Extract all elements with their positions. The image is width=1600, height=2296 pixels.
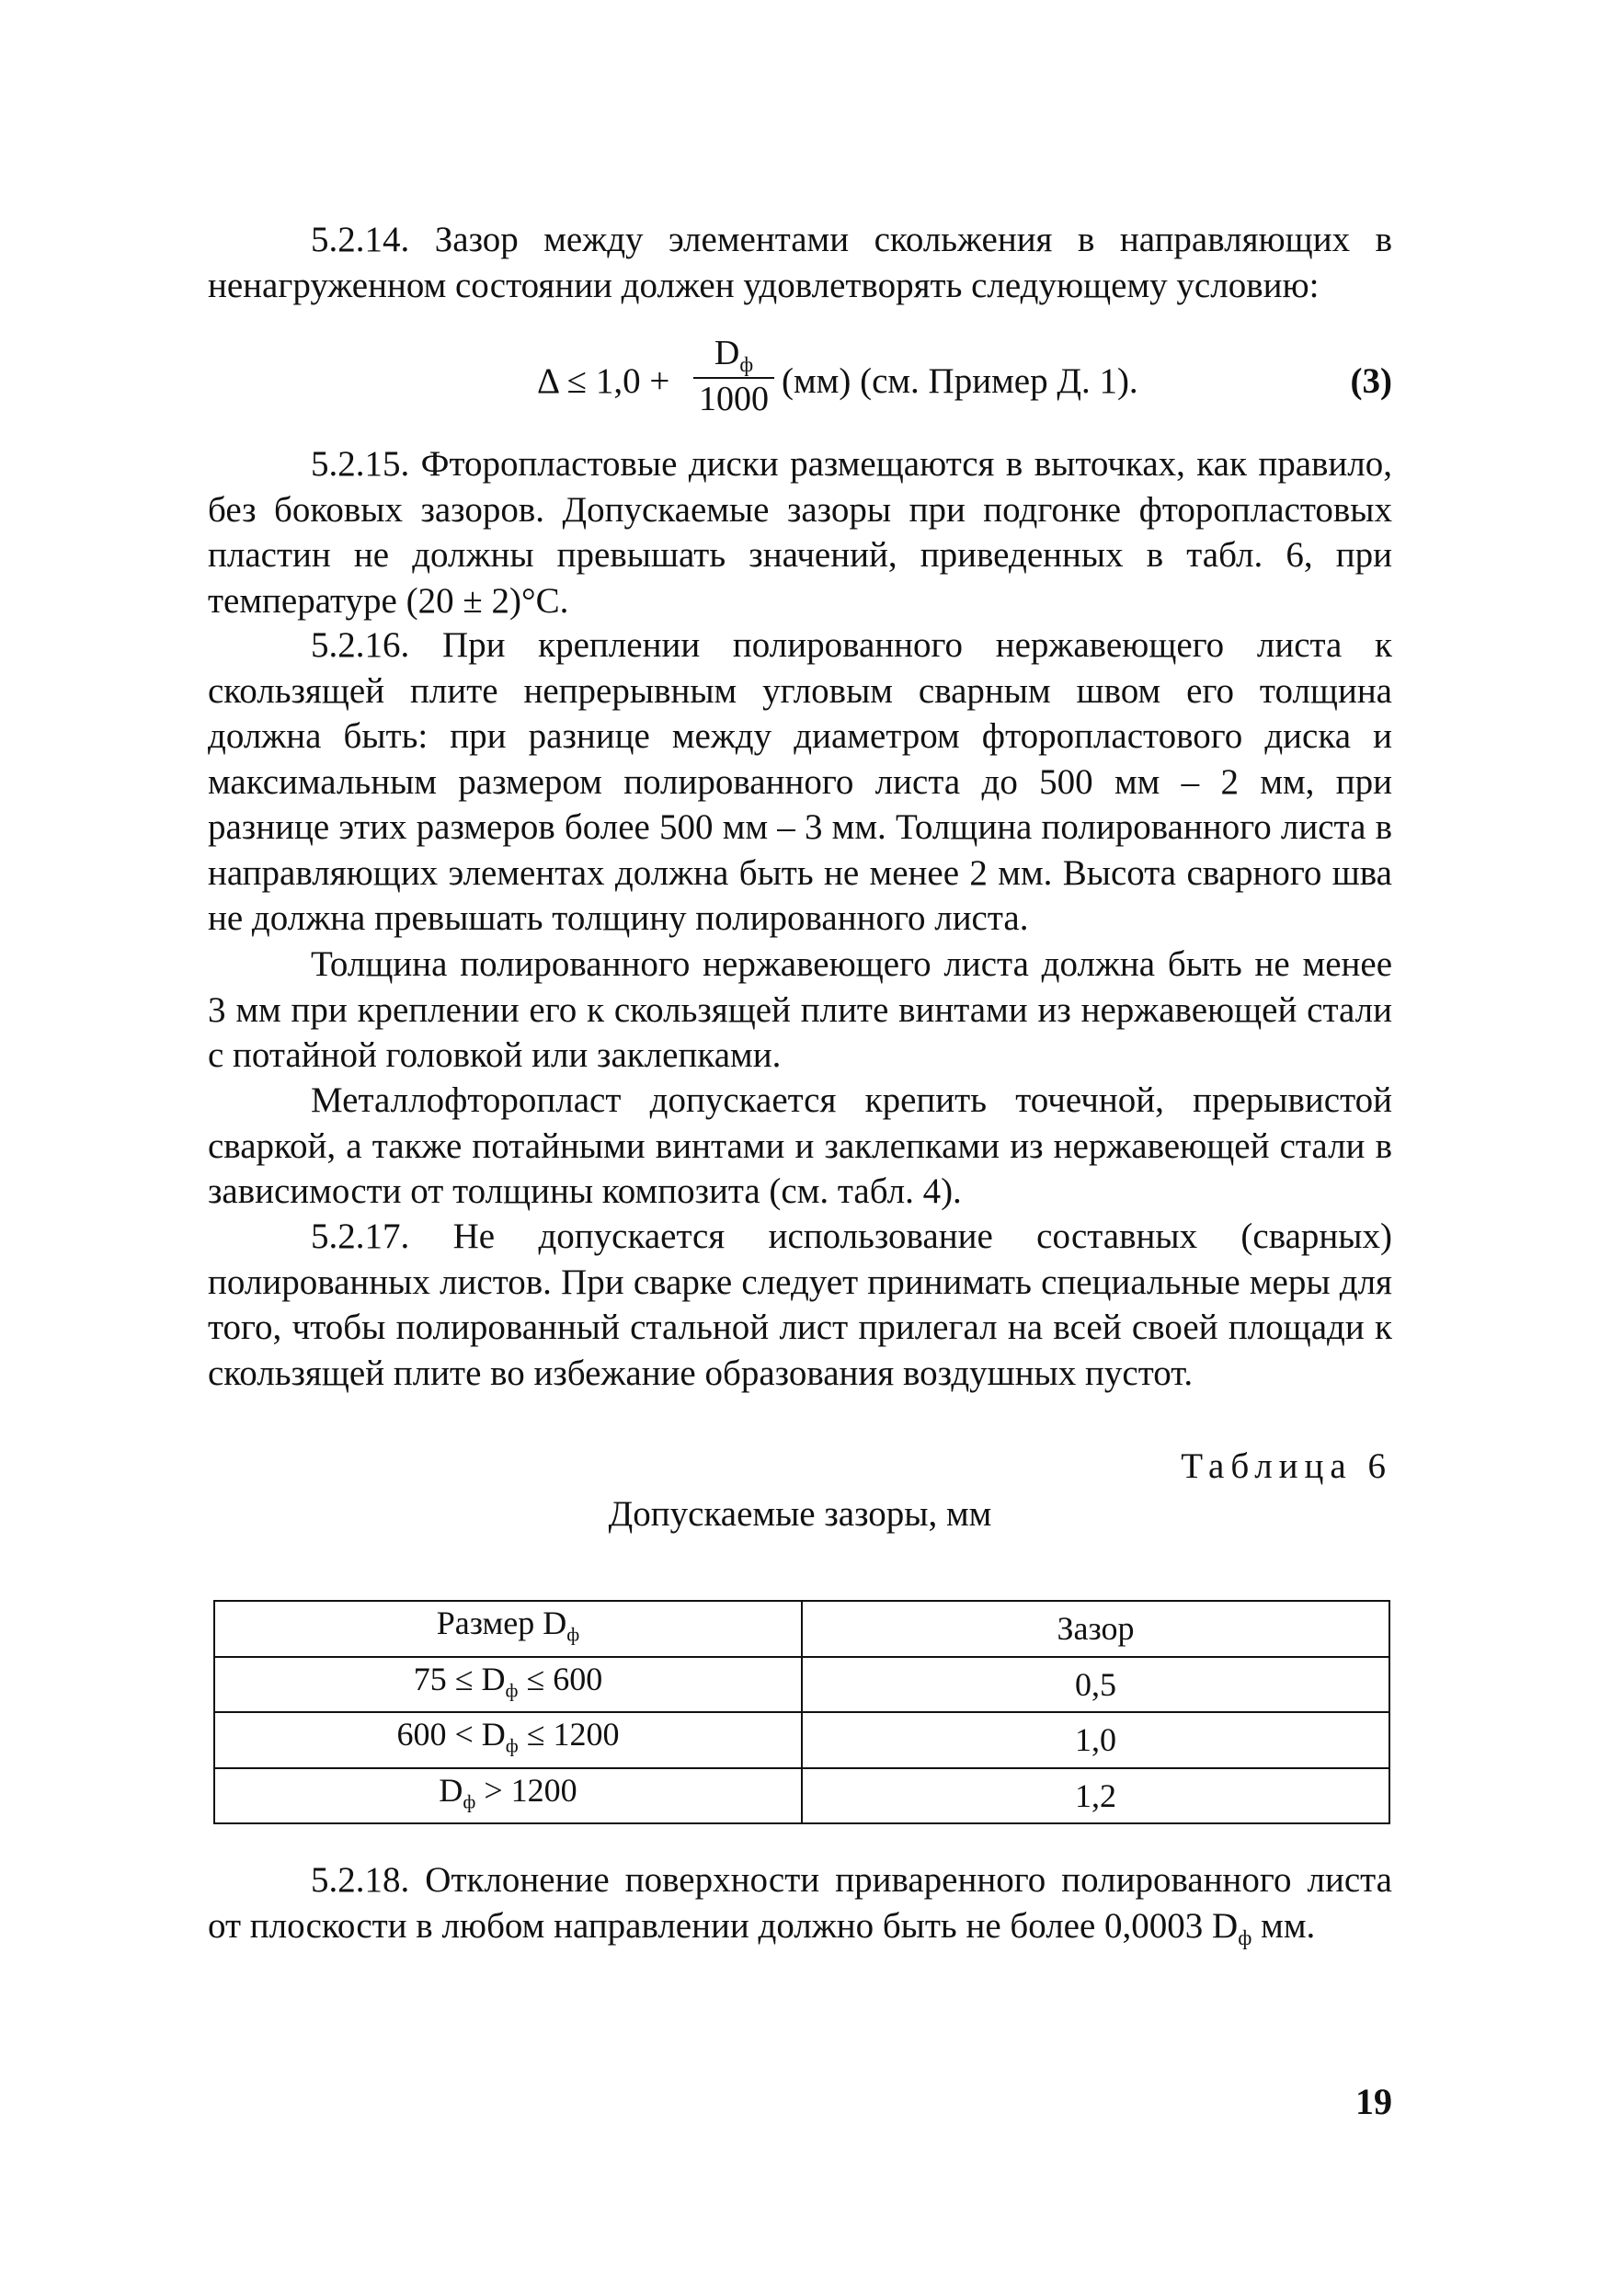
table-row	[214, 1657, 1389, 1713]
cell-gap: 0,5	[802, 1657, 1389, 1713]
cell-gap: 1,0	[802, 1712, 1389, 1768]
paragraph-5-2-18-sub: ф	[1238, 1925, 1252, 1950]
paragraph-text: 5.2.16. При креплении полированного нержавеющего листа к скользящей плите непрерывным угловым сварным швом его толщина должна быть: при разнице между диаметром фторопластового диска и максимальным размером полированного листа до 500 мм – 2 мм, при разнице этих размеров более 500 мм – 3 мм. Толщина полированного листа в направляющих элементах должна быть не менее 2 мм. Высота сварного шва не должна превышать толщину полированного листа.	[208, 625, 1392, 938]
header-size	[214, 1601, 802, 1657]
cell-size-sub: ф	[505, 1679, 519, 1702]
cell-size-sub: ф	[463, 1790, 476, 1813]
cell-size-pre: 75 ≤ D	[413, 1660, 506, 1697]
cell-size-pre: D	[439, 1771, 463, 1809]
formula-fraction	[688, 331, 780, 419]
paragraph-text: Металлофторопласт допускается крепить точечной, прерывистой сваркой, а также потайными винтами и заклепками из нержавеющей стали в зависимости от толщины композита (см. табл. 4).	[208, 1080, 1392, 1211]
table-header-row	[214, 1601, 1389, 1657]
formula-units-reference: (мм) (см. Пример Д. 1).	[782, 361, 1138, 401]
cell-size	[214, 1768, 802, 1824]
paragraph-5-2-18-prefix: 5.2.18. Отклонение поверхности приваренного полированного листа от плоскости в любом направлении должно быть не более 0,0003 D	[208, 1860, 1392, 1946]
table-row	[214, 1768, 1389, 1824]
header-size-text: Размер D	[436, 1605, 567, 1641]
paragraph-text	[208, 1857, 1392, 1961]
cell-size-sub: ф	[505, 1734, 519, 1757]
table-label: Таблица 6	[1181, 1446, 1392, 1486]
table-title: Допускаемые зазоры, мм	[608, 1494, 992, 1534]
paragraph-5-2-15	[208, 441, 1392, 623]
header-gap: Зазор	[802, 1601, 1389, 1657]
header-size-sub: ф	[566, 1623, 580, 1646]
paragraph-5-2-18-suffix: мм.	[1251, 1905, 1316, 1946]
formula-denominator: 1000	[699, 380, 769, 418]
formula-lhs: Δ ≤ 1,0 +	[537, 361, 670, 401]
paragraph-text: 5.2.15. Фторопластовые диски размещаются в выточках, как правило, без боковых зазоров. Допускаемые зазоры при подгонке фторопластовых пластин не должны превышать значений, приведенных в табл. 6, при температуре (20 ± 2)°С.	[208, 444, 1392, 621]
formula-number: (3)	[1350, 361, 1392, 401]
cell-size-post: ≤ 1200	[518, 1716, 620, 1753]
cell-size-post: > 1200	[475, 1771, 577, 1809]
paragraph-text: 5.2.17. Не допускается использование составных (сварных) полированных листов. При сварке следует принимать специальные меры для того, чтобы полированный стальной лист прилегал на всей своей площади к скользящей плите во избежание образования воздушных пустот.	[208, 1217, 1392, 1393]
cell-size	[214, 1712, 802, 1768]
formula-numerator-text: D	[714, 334, 740, 372]
page-number: 19	[1355, 2081, 1392, 2122]
formula-numerator	[688, 331, 780, 375]
paragraph-5-2-17	[208, 1214, 1392, 1396]
cell-size-pre: 600 < D	[396, 1716, 506, 1753]
gaps-table	[213, 1600, 1390, 1824]
paragraph-text: 5.2.14. Зазор между элементами скольжения в направляющих в ненагруженном состоянии должен удовлетворять следующему условию:	[208, 220, 1392, 305]
table-row	[214, 1712, 1389, 1768]
paragraph-metal-fluoroplastic	[208, 1078, 1392, 1215]
cell-size-post: ≤ 600	[518, 1660, 603, 1697]
paragraph-thickness	[208, 942, 1392, 1079]
paragraph-5-2-18	[208, 1857, 1392, 1961]
formula-3	[208, 331, 1392, 432]
cell-size	[214, 1657, 802, 1713]
paragraph-5-2-14	[208, 217, 1392, 308]
paragraph-5-2-16	[208, 623, 1392, 942]
cell-gap: 1,2	[802, 1768, 1389, 1824]
formula-numerator-sub: ф	[739, 352, 754, 376]
paragraph-text: Толщина полированного нержавеющего листа должна быть не менее 3 мм при креплении его к скользящей плите винтами из нержавеющей стали с потайной головкой или заклепками.	[208, 944, 1392, 1075]
